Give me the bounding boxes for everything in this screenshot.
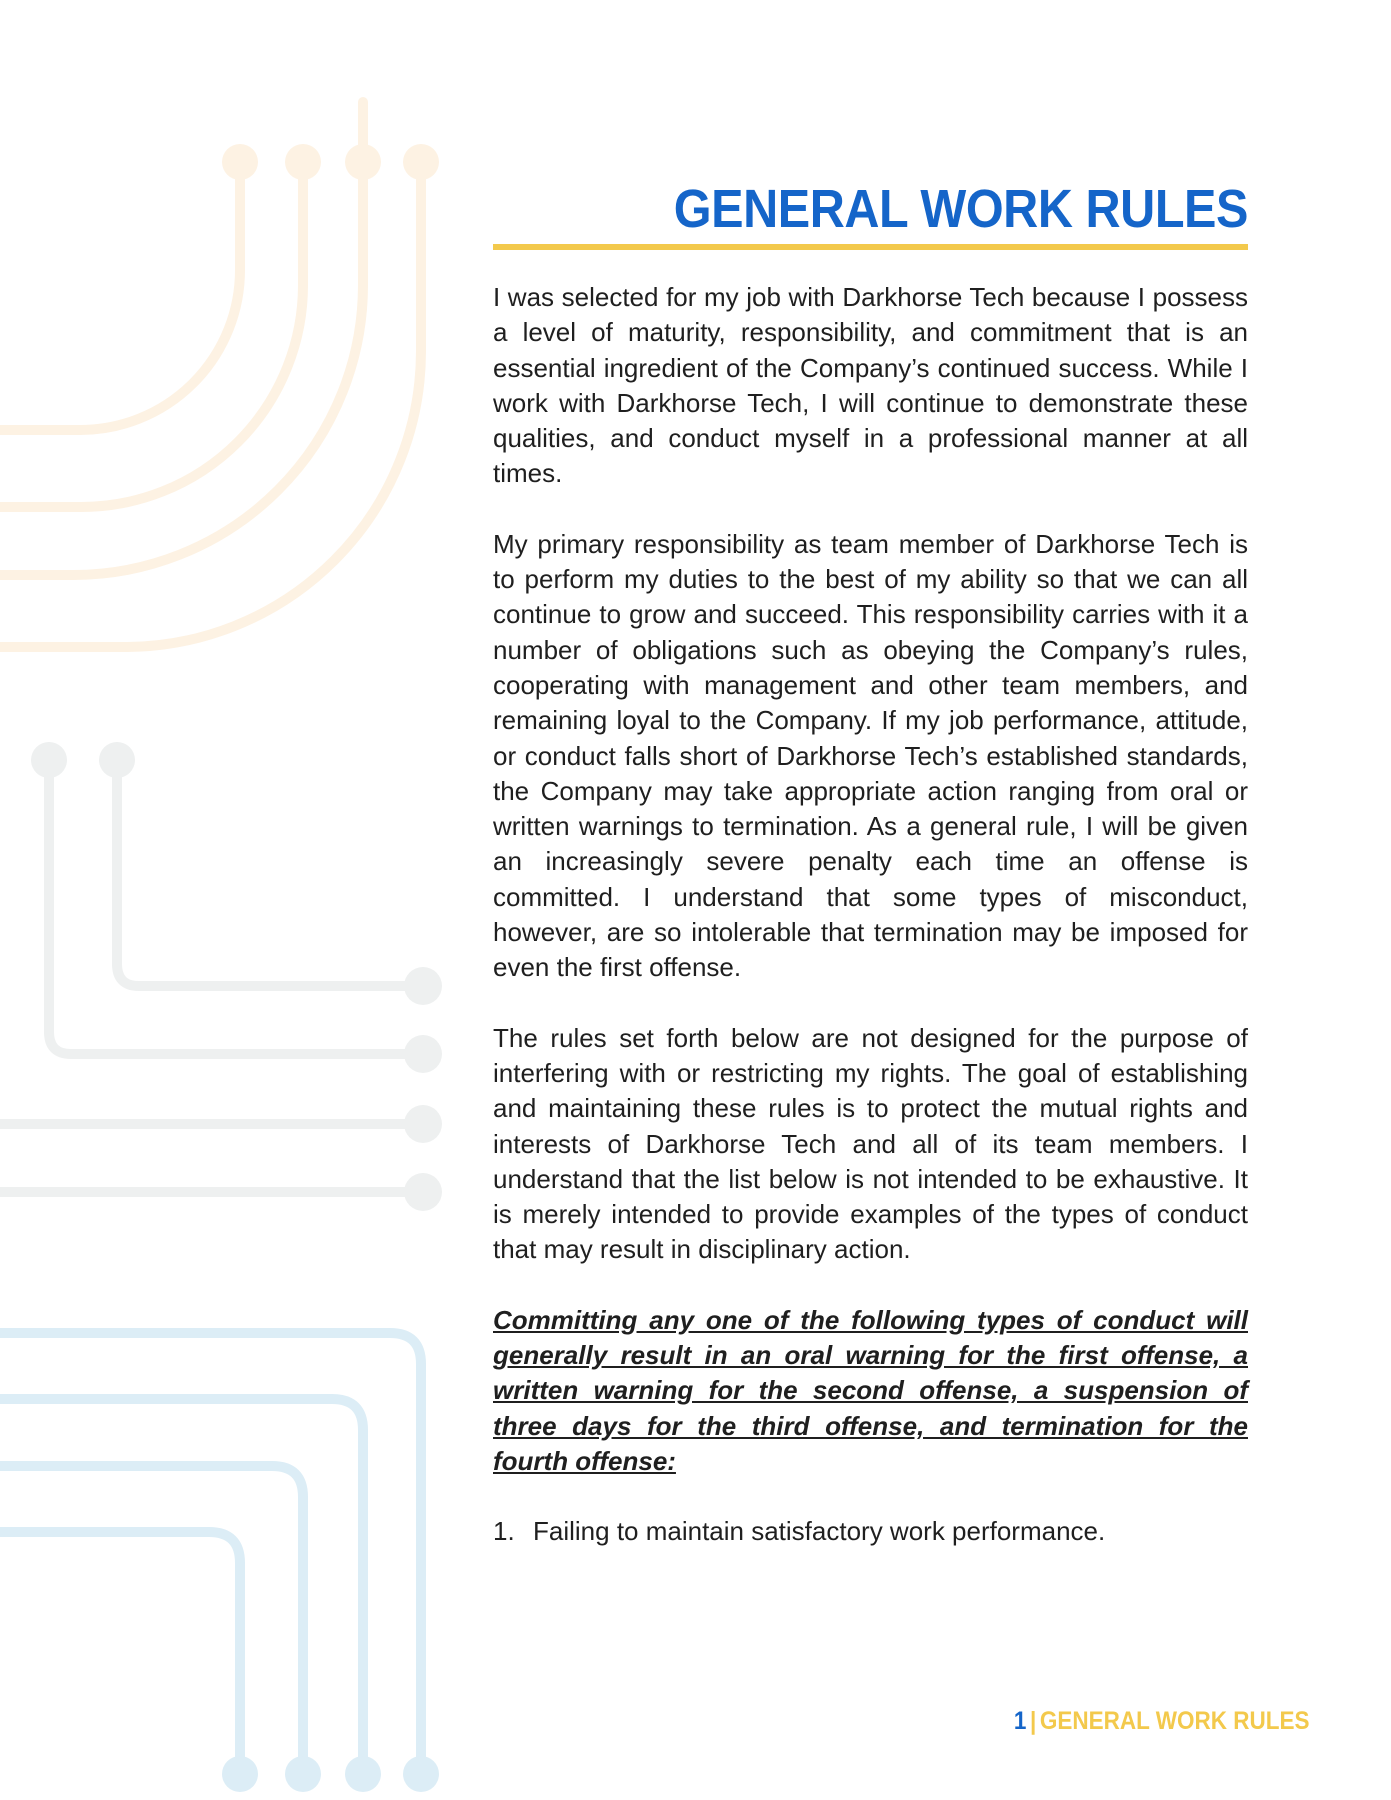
footer-separator: | <box>1029 1707 1036 1735</box>
orange-circuit-pads <box>222 144 439 180</box>
list-item <box>493 1514 1248 1549</box>
list-item-text: Failing to maintain satisfactory work performance. <box>533 1516 1106 1547</box>
blue-circuit-pads <box>222 1756 439 1792</box>
gray-circuit-pads <box>31 742 442 1211</box>
gray-circuit-lines <box>0 760 421 1192</box>
document-body <box>493 178 1248 1549</box>
responsibility-paragraph: My primary responsibility as team member of Darkhorse Tech is to perform my duties to the best of my ability so that we can all continue to grow and succeed. This responsibility carries with it a number of obligations such as obeying the Company’s rules, cooperating with management and other team members, and remaining loyal to the Company. If my job performance, attitude, or conduct falls short of Darkhorse Tech’s established standards, the Company may take appropriate action ranging from oral or written warnings to termination. As a general rule, I will be given an increasingly severe penalty each time an offense is committed. I understand that some types of misconduct, however, are so intolerable that termination may be imposed for even the first offense. <box>493 528 1248 983</box>
blue-circuit-lines <box>0 1333 421 1770</box>
rules-purpose-paragraph: The rules set forth below are not designed for the purpose of interfering with or restricting my rights. The goal of establishing and maintaining these rules is to protect the mutual rights and interests of Darkhorse Tech and all of its team members. I understand that the list below is not intended to be exhaustive. It is merely intended to provide examples of the types of conduct that may result in disciplinary action. <box>493 1022 1248 1265</box>
rules-list <box>493 1514 1248 1549</box>
page-number: 1 <box>1013 1707 1026 1735</box>
title-underline <box>493 244 1248 250</box>
page-title: GENERAL WORK RULES <box>673 179 1248 239</box>
offense-policy-statement: Committing any one of the following types of conduct will generally result in an oral warning for the first offense, a written warning for the second offense, a suspension of three days for the third offense, and termination for the fourth offense: <box>493 1304 1248 1476</box>
footer-title: GENERAL WORK RULES <box>1039 1707 1309 1735</box>
page-footer <box>1013 1707 1309 1736</box>
orange-circuit-lines <box>0 102 421 647</box>
list-item-number: 1. <box>493 1516 515 1547</box>
intro-paragraph: I was selected for my job with Darkhorse Tech because I possess a level of maturity, responsibility, and commitment that is an essential ingredient of the Company’s continued success. While I work with Darkhorse Tech, I will continue to demonstrate these qualities, and conduct myself in a professional manner at all times. <box>493 282 1248 489</box>
